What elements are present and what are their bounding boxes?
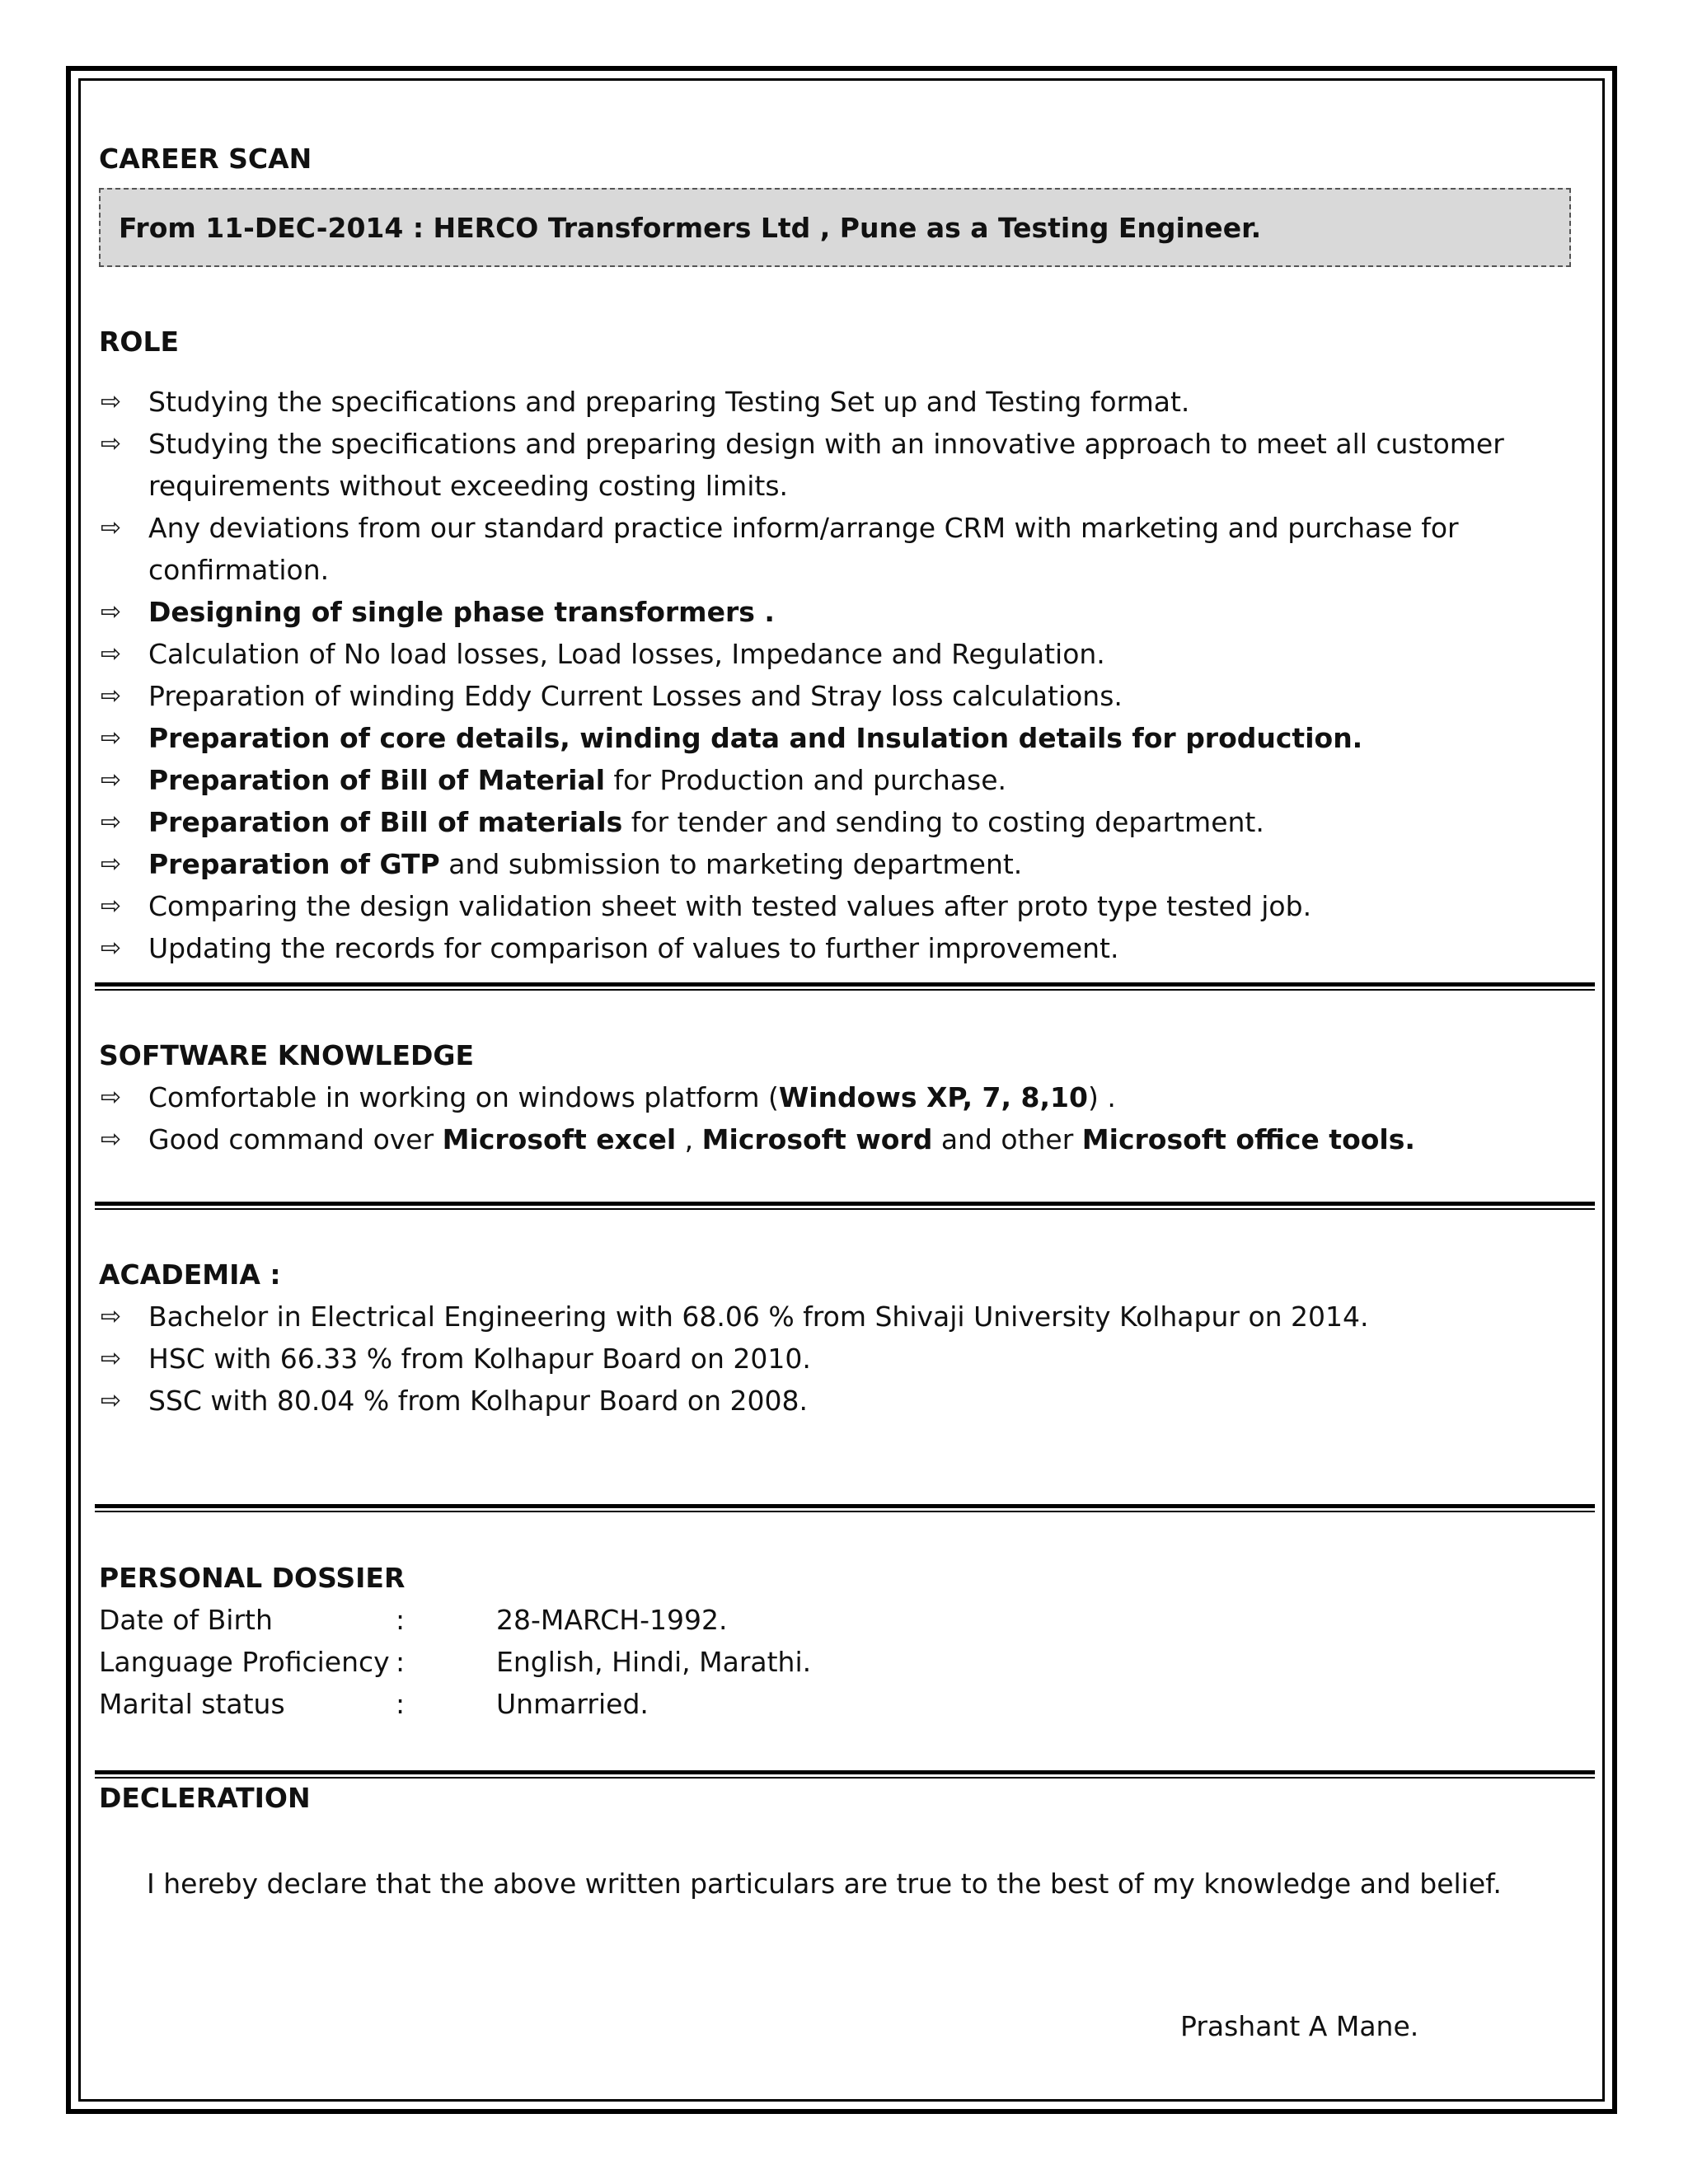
academia-heading: ACADEMIA : [99,1258,281,1291]
list-item: ⇨ Comparing the design validation sheet with tested values after proto type tested job. [99,885,1591,927]
signature-name: Prashant A Mane. [1180,2010,1419,2042]
list-item: ⇨ Bachelor in Electrical Engineering with 68.06 % from Shivaji University Kolhapur on 2014. [99,1296,1591,1338]
dossier-value: 28-MARCH-1992. [496,1604,728,1636]
section-divider [95,1202,1595,1210]
arrow-bullet-icon: ⇨ [101,1386,122,1415]
career-section [99,138,1591,267]
list-item: ⇨ Calculation of No load losses, Load losses, Impedance and Regulation. [99,633,1591,675]
software-section [99,1035,1591,1160]
section-divider [95,1504,1595,1512]
arrow-bullet-icon: ⇨ [101,1125,122,1154]
list-item: ⇨ Good command over Microsoft excel , Microsoft word and other Microsoft office tools. [99,1118,1591,1160]
arrow-bullet-icon: ⇨ [101,429,122,458]
list-item: ⇨ Any deviations from our standard practice inform/arrange CRM with marketing and purchase for confirmation. [99,507,1591,591]
arrow-bullet-icon: ⇨ [101,766,122,794]
career-heading: CAREER SCAN [99,143,312,175]
arrow-bullet-icon: ⇨ [101,808,122,837]
list-item: ⇨ Designing of single phase transformers . [99,591,1591,633]
dossier-row [99,1599,1591,1641]
arrow-bullet-icon: ⇨ [101,513,122,542]
list-item: ⇨ Comfortable in working on windows platform (Windows XP, 7, 8,10) . [99,1076,1591,1118]
dossier-label: Language Proficiency [99,1646,390,1678]
arrow-bullet-icon: ⇨ [101,724,122,752]
dossier-value: Unmarried. [496,1688,649,1720]
dossier-label: Date of Birth [99,1604,273,1636]
role-section [99,321,1591,969]
arrow-bullet-icon: ⇨ [101,892,122,921]
declaration-heading: DECLERATION [99,1782,311,1814]
academia-section [99,1254,1591,1422]
list-item: ⇨ Preparation of Bill of Material for Production and purchase. [99,759,1591,801]
arrow-bullet-icon: ⇨ [101,682,122,710]
list-item: ⇨ HSC with 66.33 % from Kolhapur Board on 2010. [99,1338,1591,1380]
list-item: ⇨ Updating the records for comparison of values to further improvement. [99,927,1591,969]
dossier-label: Marital status [99,1688,285,1720]
dossier-row [99,1641,1591,1683]
list-item: ⇨ Preparation of GTP and submission to marketing department. [99,843,1591,885]
list-item: ⇨ Studying the specifications and preparing design with an innovative approach to meet all customer requirements without exceeding costing limits. [99,423,1591,507]
list-item: ⇨ Preparation of winding Eddy Current Losses and Stray loss calculations. [99,675,1591,717]
dossier-separator: : [396,1604,406,1636]
declaration-section [99,1778,1591,1905]
dossier-row [99,1683,1591,1725]
dossier-section [99,1558,1591,1725]
software-list [99,1076,1591,1160]
declaration-text: I hereby declare that the above written particulars are true to the best of my knowledge and belief. [147,1868,1502,1900]
list-item: ⇨ SSC with 80.04 % from Kolhapur Board on 2008. [99,1380,1591,1422]
career-summary: From 11-DEC-2014 : HERCO Transformers Ltd , Pune as a Testing Engineer. [119,211,1262,244]
arrow-bullet-icon: ⇨ [101,640,122,668]
role-heading: ROLE [99,326,180,358]
list-item: ⇨ Studying the specifications and preparing Testing Set up and Testing format. [99,381,1591,423]
arrow-bullet-icon: ⇨ [101,1083,122,1112]
arrow-bullet-icon: ⇨ [101,934,122,963]
career-summary-box [99,188,1571,267]
list-item: ⇨ Preparation of core details, winding data and Insulation details for production. [99,717,1591,759]
arrow-bullet-icon: ⇨ [101,598,122,626]
arrow-bullet-icon: ⇨ [101,1302,122,1331]
arrow-bullet-icon: ⇨ [101,1344,122,1373]
list-item: ⇨ Preparation of Bill of materials for tender and sending to costing department. [99,801,1591,843]
section-divider [95,982,1595,991]
dossier-value: English, Hindi, Marathi. [496,1646,812,1678]
academia-list [99,1296,1591,1422]
arrow-bullet-icon: ⇨ [101,850,122,879]
role-list [99,381,1591,969]
dossier-separator: : [396,1646,406,1678]
dossier-heading: PERSONAL DOSSIER [99,1562,406,1594]
software-heading: SOFTWARE KNOWLEDGE [99,1039,475,1071]
dossier-separator: : [396,1688,406,1720]
arrow-bullet-icon: ⇨ [101,387,122,416]
